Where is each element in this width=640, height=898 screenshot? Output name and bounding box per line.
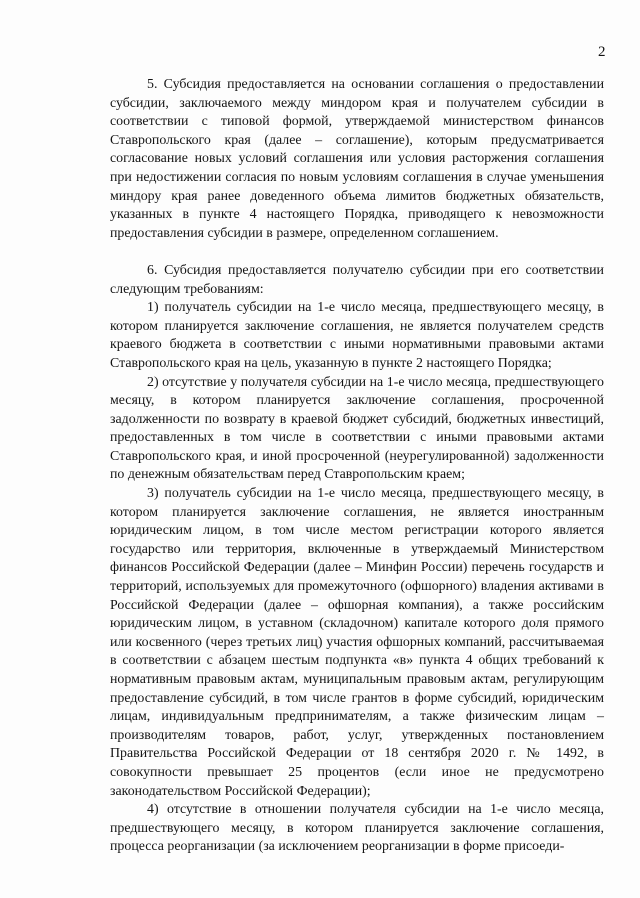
paragraph-6-item-3: 3) получатель субсидии на 1-е число месяца, предшествующего месяцу, в котором планируется заключение соглашения, не является иностранным юридическим лицом, в том числе местом регистрации которого является государство или территория, включенные в утверждаемый Министерством финансов Российской Федерации (далее – Минфин России) перечень государств и территорий, используемых для промежуточного (офшорного) владения активами в Российской Федерации (далее – офшорная компания), а также российским юридическим лицом, в уставном (складочном) капитале которого доля прямого или косвенного (через третьих лиц) участия офшорных компаний, рассчитываемая в соответствии с абзацем шестым подпункта «в» пункта 4 общих требований к нормативным правовым актам, муниципальным правовым актам, регулирующим предоставление субсидий, в том числе грантов в форме субсидий, юридическим лицам, индивидуальным предпринимателям, а также физическим лицам – производителям товаров, работ, услуг, утвержденных постановлением Правительства Российской Федерации от 18 сентября 2020 г. № 1492, в совокупности превышает 25 процентов (если иное не предусмотрено законодательством Российской Федерации); xyxy=(110,486,604,799)
paragraph-5: 5. Субсидия предоставляется на основании соглашения о предоставлении субсидии, заключаемого между миндором края и получателем субсидии в соответствии с типовой формой, утверждаемой министерством финансов Ставропольского края (далее – соглашение), которым предусматривается согласование новых условий соглашения или условия расторжения соглашения при недостижении согласия по новым условиям соглашения в случае уменьшения миндору края ранее доведенного объема лимитов бюджетных обязательств, указанных в пункте 4 настоящего Порядка, приводящего к невозможности предоставления субсидии в размере, определенном соглашением. xyxy=(110,77,604,241)
document-body xyxy=(110,76,604,857)
page-number: 2 xyxy=(598,44,606,60)
paragraph-6: 6. Субсидия предоставляется получателю субсидии при его соответствии следующим требованиям: xyxy=(110,262,604,297)
paragraph-6-item-2: 2) отсутствие у получателя субсидии на 1-е число месяца, предшествующего месяцу, в котором планируется заключение соглашения, просроченной задолженности по возврату в краевой бюджет субсидий, бюджетных инвестиций, предоставленных в том числе в соответствии с иными правовыми актами Ставропольского края, и иной просроченной (неурегулированной) задолженности по денежным обязательствам перед Ставропольским краем; xyxy=(110,374,604,483)
paragraph-6-item-1: 1) получатель субсидии на 1-е число месяца, предшествующего месяцу, в котором планируется заключение соглашения, не является получателем средств краевого бюджета в соответствии с иными нормативными правовыми актами Ставропольского края на цель, указанную в пункте 2 настоящего Порядка; xyxy=(110,300,604,371)
paragraph-6-item-4: 4) отсутствие в отношении получателя субсидии на 1-е число месяца, предшествующего месяцу, в котором планируется заключение соглашения, процесса реорганизации (за исключением реорганизации в форме присоеди- xyxy=(110,802,604,855)
